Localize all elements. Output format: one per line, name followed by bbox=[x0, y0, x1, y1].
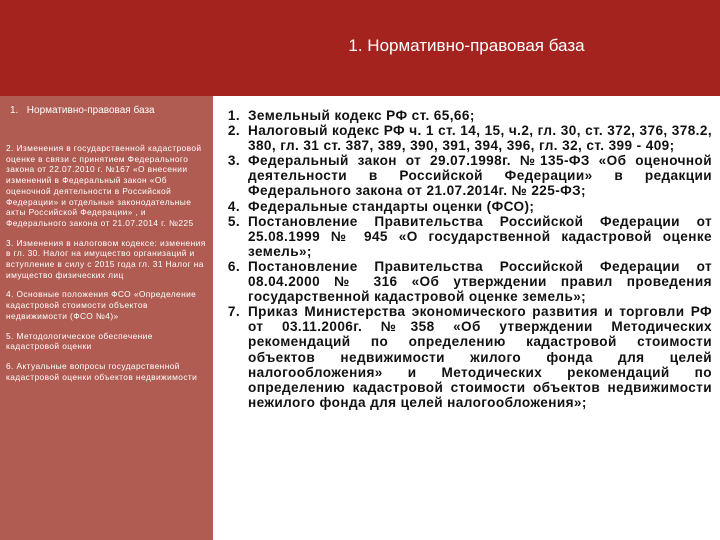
sidebar-list bbox=[6, 143, 206, 391]
list-item-text: Налоговый кодекс РФ ч. 1 ст. 14, 15, ч.2, гл. 30, ст. 372, 376, 378.2, 380, гл. 31 ст. 387, 389, 390, 391, 394, 396, гл. 32, ст. 399 - 409; bbox=[248, 123, 712, 154]
sidebar-current-item[interactable] bbox=[10, 105, 155, 116]
list-item-number: 4. bbox=[227, 198, 240, 214]
list-item bbox=[218, 259, 712, 304]
sidebar-current-label: Нормативно-правовая база bbox=[26, 105, 155, 116]
header-band bbox=[0, 0, 720, 96]
sidebar-item-3[interactable]: 3. Изменения в налоговом кодексе: изменения в гл. 30. Налог на имущество организаций и вступление в силу с 2015 года гл. 31 Налог на имущество физических лиц bbox=[6, 237, 206, 280]
list-item bbox=[218, 108, 712, 123]
list-item-number: 3. bbox=[227, 153, 240, 169]
sidebar-item-4[interactable]: 4. Основные положения ФСО «Определение кадастровой стоимости объектов недвижимости (ФСО №4)» bbox=[6, 289, 197, 321]
list-item-number: 6. bbox=[227, 258, 240, 274]
list-item-number: 5. bbox=[227, 213, 240, 229]
list-item-text: Федеральный закон от 29.07.1998г. №135-ФЗ «Об оценочной деятельности в Российской Федерации» в редакции Федерального закона от 21.07.2014г. № 225-ФЗ; bbox=[248, 153, 712, 199]
list-item bbox=[218, 153, 712, 198]
list-item-text: Постановление Правительства Российской Федерации от 25.08.1999 № 945 «О государственной кадастровой оценке земель»; bbox=[248, 213, 712, 259]
sidebar-item-6[interactable]: 6. Актуальные вопросы государственной кадастровой оценки объектов недвижимости bbox=[6, 360, 198, 382]
legal-acts-list bbox=[218, 108, 712, 410]
sidebar-current-number: 1. bbox=[10, 105, 19, 116]
list-item-number: 7. bbox=[227, 304, 240, 320]
list-item-text: Постановление Правительства Российской Федерации от 08.04.2000 № 316 «Об утверждении правил проведения государственной кадастровой оценке земель»; bbox=[248, 258, 712, 305]
sidebar-item-2[interactable]: 2. Изменения в государственной кадастровой оценке в связи с принятием Федерального закона от 22.07.2010 г. №167 «О внесении изменений в Федеральный закон «Об оценочной деятельности в Российской Федерации» и отдельные законодательные акты Российской Федерации» , и Федерального закона от 21.07.2014 г. №225 bbox=[6, 143, 202, 228]
list-item bbox=[218, 214, 712, 259]
list-item-number: 2. bbox=[227, 123, 240, 139]
sidebar-item-5[interactable]: 5. Методологическое обеспечение кадастровой оценки bbox=[6, 330, 153, 352]
list-item bbox=[218, 304, 712, 410]
page-title: 1. Нормативно-правовая база bbox=[348, 36, 585, 55]
list-item-number: 1. bbox=[227, 108, 240, 123]
list-item-text: Федеральные стандарты оценки (ФСО); bbox=[248, 198, 535, 214]
list-item-text: Земельный кодекс РФ ст. 65,66; bbox=[248, 108, 475, 123]
list-item-text: Приказ Министерства экономического развития и торговли РФ от 03.11.2006г. №358 «Об утверждении Методических рекомендаций по определению кадастровой стоимости объектов недвижимости жилого фонда для целей налогообложения» и Методических рекомендаций по определению кадастровой стоимости объектов недвижимости нежилого фонда для целей налогообложения»; bbox=[248, 304, 712, 410]
list-item bbox=[218, 123, 712, 153]
list-item bbox=[218, 199, 712, 214]
